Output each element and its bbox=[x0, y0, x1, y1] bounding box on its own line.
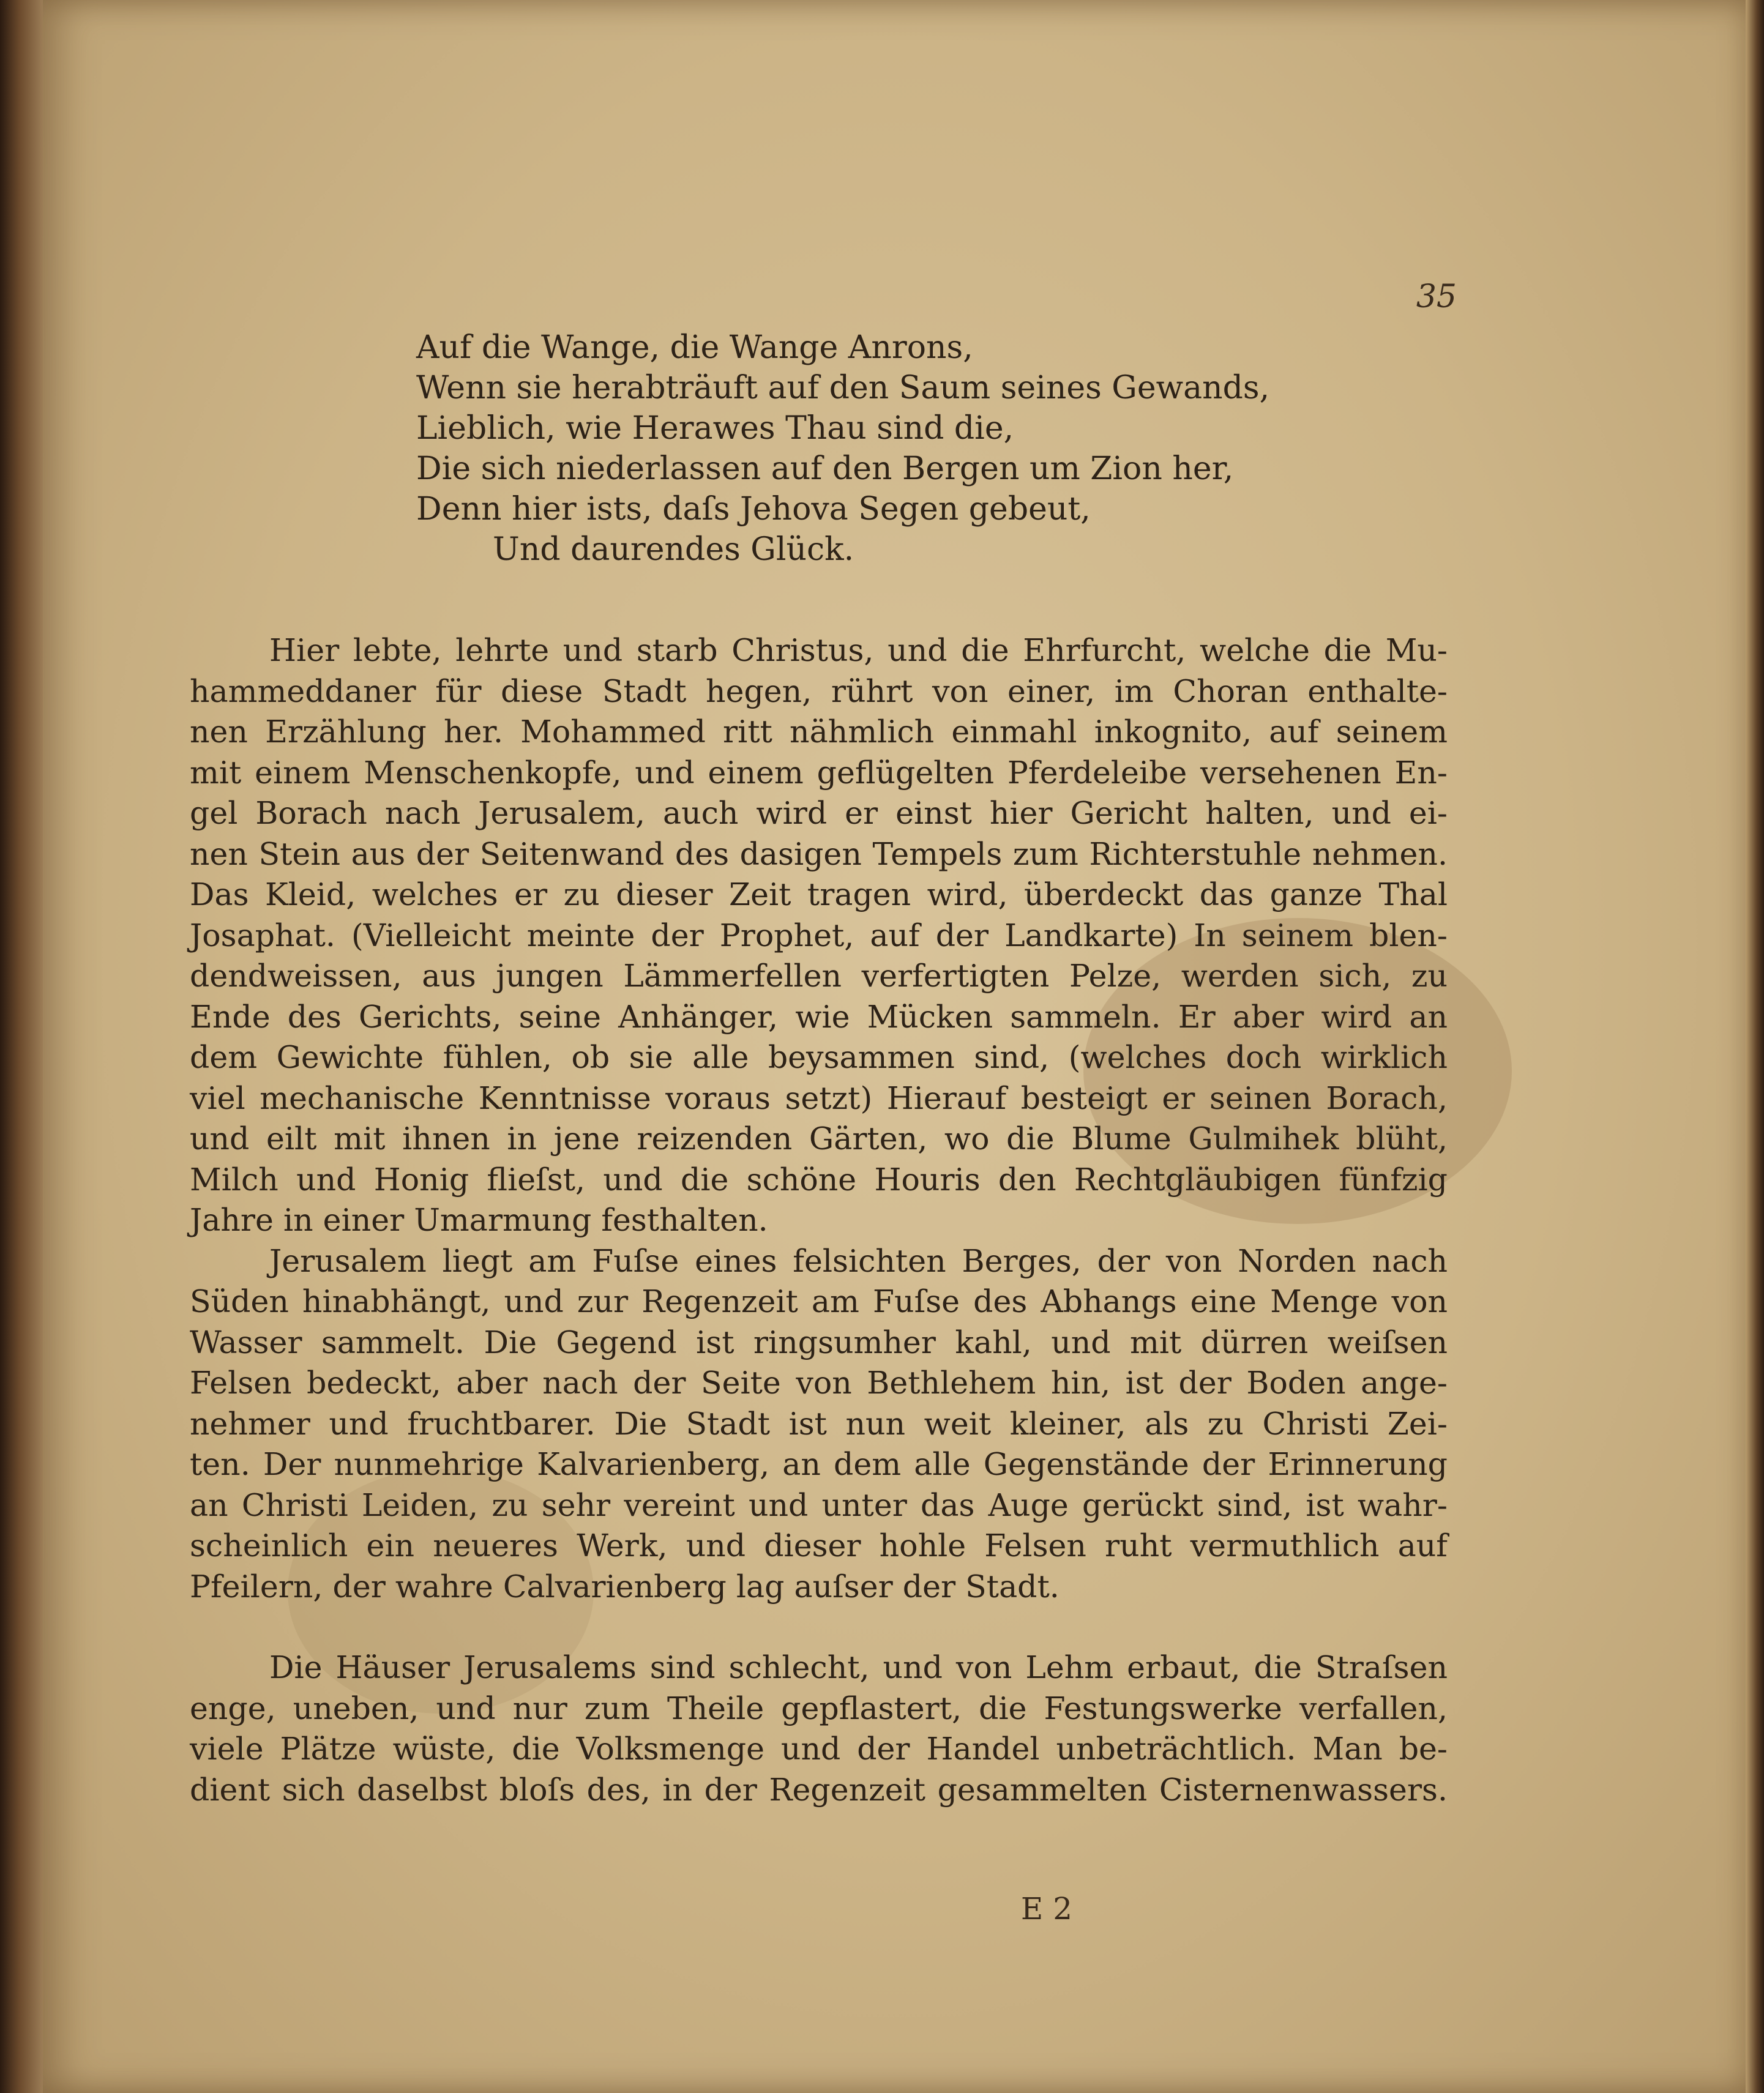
poem-line: Die sich niederlassen auf den Bergen um Zion her, bbox=[416, 450, 1234, 487]
paragraph-1 bbox=[190, 630, 1448, 1241]
paragraph-gap bbox=[190, 1607, 1448, 1647]
text-line: ten. Der nunmehrige Kalvarienberg, an dem alle Gegenstände der Erinnerung bbox=[190, 1446, 1448, 1482]
text-line: dem Gewichte fühlen, ob sie alle beysammen sind, (welches doch wirklich bbox=[190, 1039, 1448, 1075]
text-line: Jerusalem liegt am Fuſse eines felsichten Berges, der von Norden nach bbox=[269, 1242, 1448, 1279]
text-line: Wasser sammelt. Die Gegend ist ringsumher kahl, und mit dürren weiſsen bbox=[190, 1324, 1448, 1360]
signature-mark: E 2 bbox=[1020, 1891, 1073, 1927]
page-edge bbox=[1746, 0, 1764, 2093]
text-line: und eilt mit ihnen in jene reizenden Gärten, wo die Blume Gulmihek blüht, bbox=[190, 1121, 1448, 1157]
book-spine bbox=[0, 0, 49, 2093]
poem-line: Wenn sie herabträuft auf den Saum seines Gewands, bbox=[416, 370, 1270, 406]
poem-line: Und daurendes Glück. bbox=[493, 531, 854, 568]
text-line: Süden hinabhängt, und zur Regenzeit am Fuſse des Abhangs eine Menge von bbox=[190, 1283, 1448, 1319]
page-number: 35 bbox=[1416, 278, 1457, 315]
text-line: Josaphat. (Vielleicht meinte der Prophet, auf der Landkarte) In seinem blen- bbox=[190, 917, 1448, 953]
text-line: enge, uneben, und nur zum Theile gepflastert, die Festungswerke verfallen, bbox=[190, 1690, 1448, 1726]
text-line: Hier lebte, lehrte und starb Christus, und die Ehrfurcht, welche die Mu- bbox=[269, 632, 1448, 668]
poem-block bbox=[416, 327, 1457, 570]
body-text bbox=[190, 630, 1448, 1810]
text-line: an Christi Leiden, zu sehr vereint und unter das Auge gerückt sind, ist wahr- bbox=[190, 1487, 1448, 1523]
poem-line: Denn hier ists, daſs Jehova Segen gebeut, bbox=[416, 491, 1091, 528]
text-line: dient sich daselbst bloſs des, in der Regenzeit gesammelten Cisternenwassers. bbox=[190, 1771, 1448, 1808]
text-line: scheinlich ein neueres Werk, und dieser hohle Felsen ruht vermuthlich auf bbox=[190, 1528, 1448, 1564]
paragraph-2 bbox=[190, 1241, 1448, 1608]
text-line: dendweissen, aus jungen Lämmerfellen verfertigten Pelze, werden sich, zu bbox=[190, 958, 1448, 994]
text-line: Jahre in einer Umarmung festhalten. bbox=[190, 1202, 768, 1238]
paragraph-3 bbox=[190, 1647, 1448, 1810]
text-line: hammeddaner für diese Stadt hegen, rührt von einer, im Choran enthalte- bbox=[190, 673, 1448, 709]
text-line: mit einem Menschenkopfe, und einem geflügelten Pferdeleibe versehenen En- bbox=[190, 754, 1448, 791]
text-line: viel mechanische Kenntnisse voraus setzt) Hierauf besteigt er seinen Borach, bbox=[190, 1080, 1448, 1116]
poem-line: Lieblich, wie Herawes Thau sind die, bbox=[416, 410, 1014, 447]
text-line: viele Plätze wüste, die Volksmenge und der Handel unbeträchtlich. Man be- bbox=[190, 1731, 1448, 1767]
text-line: nen Erzählung her. Mohammed ritt nähmlich einmahl inkognito, auf seinem bbox=[190, 714, 1448, 750]
text-line: Felsen bedeckt, aber nach der Seite von Bethlehem hin, ist der Boden ange- bbox=[190, 1365, 1448, 1401]
text-line: nen Stein aus der Seitenwand des dasigen Tempels zum Richterstuhle nehmen. bbox=[190, 835, 1448, 872]
text-line: nehmer und fruchtbarer. Die Stadt ist nun weit kleiner, als zu Christi Zei- bbox=[190, 1405, 1448, 1442]
text-line: Das Kleid, welches er zu dieser Zeit tragen wird, überdeckt das ganze Thal bbox=[190, 876, 1448, 912]
text-line: Milch und Honig flieſst, und die schöne Houris den Rechtgläubigen fünfzig bbox=[190, 1161, 1448, 1198]
poem-line: Auf die Wange, die Wange Anrons, bbox=[416, 329, 973, 366]
text-line: Ende des Gerichts, seine Anhänger, wie Mücken sammeln. Er aber wird an bbox=[190, 998, 1448, 1035]
text-line: gel Borach nach Jerusalem, auch wird er einst hier Gericht halten, und ei- bbox=[190, 795, 1448, 831]
text-line: Pfeilern, der wahre Calvarienberg lag auſser der Stadt. bbox=[190, 1568, 1060, 1605]
text-line: Die Häuser Jerusalems sind schlecht, und von Lehm erbaut, die Straſsen bbox=[269, 1649, 1448, 1685]
